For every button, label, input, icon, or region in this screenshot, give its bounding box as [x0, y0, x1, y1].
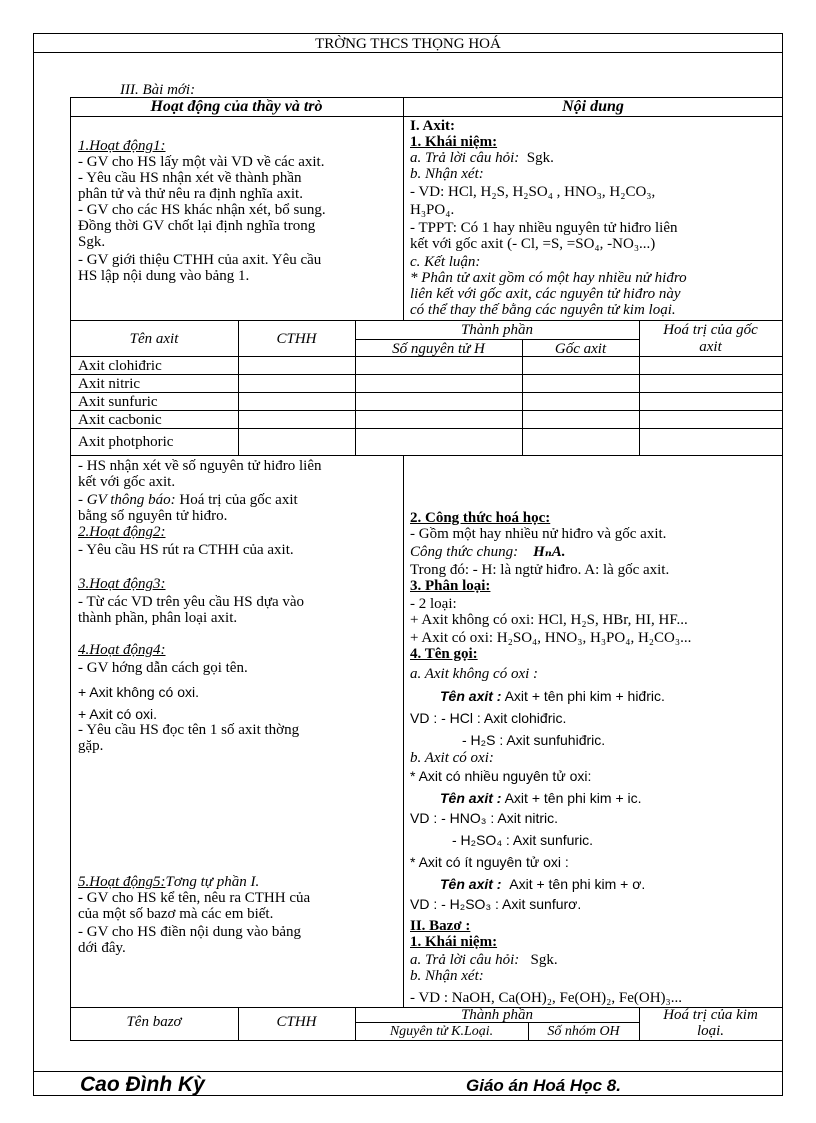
- naming-heading: 4. Tên gọi:: [410, 646, 478, 662]
- table1-row-rule: [70, 392, 783, 393]
- table-right-rule: [782, 97, 783, 1040]
- naming-rule-label: Tên axit :: [440, 688, 502, 704]
- left2-line-2: kết với gốc axit.: [78, 474, 176, 490]
- naming-rule-text: Axit + tên phi kim + ic.: [504, 790, 642, 806]
- conclusion-line-3: có thể thay thế bằng các nguyên tử kim loại.: [410, 302, 676, 318]
- col-right-title: Nội dung: [562, 98, 624, 115]
- activity-5-line-4: dới đây.: [78, 940, 126, 956]
- col-divider-bottom: [403, 455, 404, 1008]
- naming-example-2: - H₂S : Axit sunfuhiđric.: [462, 732, 606, 748]
- table1-row-rule: [70, 374, 783, 375]
- naming-rule-label: Tên axit :: [440, 876, 502, 892]
- table2-header-composition: Thành phần: [460, 1007, 534, 1023]
- activity-5-title: 5.Hoạt động5:: [78, 874, 166, 890]
- table1-row-rule: [70, 410, 783, 411]
- table1-sub-rule: [355, 339, 639, 340]
- left1-line-2: phân tử và thử nêu ra định nghĩa axit.: [78, 186, 303, 202]
- remark-label: b. Nhận xét:: [410, 166, 484, 182]
- base-concept-heading: 1. Khái niệm:: [410, 934, 498, 950]
- formula-heading: 2. Công thức hoá học:: [410, 510, 551, 526]
- activity-3-title: 3.Hoạt động3:: [78, 576, 166, 592]
- activity-4-line-3: + Axit có oxi.: [78, 706, 157, 722]
- table1-row-rule: [70, 428, 783, 429]
- table1-bottom-rule: [70, 455, 783, 456]
- conclusion-line-2: liên kết với gốc axit, các nguyên tử hiđro này: [410, 286, 681, 302]
- conclusion-line-1: * Phân tử axit gồm có một hay nhiều nử hiđro: [410, 270, 687, 286]
- acid-row-name: Axit nitric: [78, 376, 141, 392]
- title-row-rule: [70, 116, 783, 117]
- example-line-2: H₃PO₄.: [410, 202, 455, 218]
- acid-row-name: Axit cacbonic: [78, 412, 162, 428]
- table2-header-valence-1: Hoá trị của kim: [663, 1007, 758, 1023]
- naming-oxygen-few: * Axit có ít nguyên tử oxi :: [410, 854, 569, 870]
- school-header: TRỜNG THCS THỌNG HOÁ: [315, 36, 501, 52]
- naming-rule-text: Axit + tên phi kim + hiđric.: [504, 688, 665, 704]
- acid-row-name: Axit sunfuric: [78, 394, 158, 410]
- formula-line-3: Trong đó: - H: là ngtử hiđro. A: là gốc axit.: [410, 562, 670, 578]
- activity-4-line-1: - GV hớng dẫn cách gọi tên.: [78, 660, 248, 676]
- conclusion-label: c. Kết luận:: [410, 254, 481, 270]
- acid-row-name: Axit clohiđric: [78, 358, 162, 374]
- left2-line-4: bằng số nguyên tử hiđro.: [78, 508, 228, 524]
- left1-line-7: HS lập nội dung vào bảng 1.: [78, 268, 250, 284]
- table1-header-composition: Thành phần: [460, 322, 534, 338]
- classification-line-2: + Axit không có oxi: HCl, H₂S, HBr, HI, HF...: [410, 612, 688, 628]
- table2-header-formula: CTHH: [276, 1014, 317, 1030]
- base-example: - VD : NaOH, Ca(OH)₂, Fe(OH)₂, Fe(OH)₃...: [410, 990, 683, 1006]
- activity-4-line-5: gặp.: [78, 738, 104, 754]
- left1-line-3: - GV cho các HS khác nhận xét, bổ sung.: [78, 202, 326, 218]
- left1-line-0: - GV cho HS lấy một vài VD về các axit.: [78, 154, 325, 170]
- answer-label: a. Trả lời câu hỏi:: [410, 150, 520, 166]
- table1-header-formula: CTHH: [276, 331, 317, 347]
- activity-5-line-2: của một số bazơ mà các em biết.: [78, 906, 274, 922]
- naming-oxygen-many: * Axit có nhiều nguyên tử oxi:: [410, 768, 592, 784]
- header-rule: [33, 52, 783, 53]
- example-line: - VD: HCl, H₂S, H₂SO₄ , HNO₃, H₂CO₃,: [410, 184, 656, 200]
- base-answer-value: Sgk.: [530, 952, 558, 968]
- activity-2-title: 2.Hoạt động2:: [78, 524, 166, 540]
- activity-1-title: 1.Hoạt động1:: [78, 138, 166, 154]
- table2-header-valence-2: loại.: [696, 1023, 725, 1039]
- naming-example-1: VD : - HCl : Axit clohiđric.: [410, 710, 567, 726]
- left1-line-6: - GV giới thiệu CTHH của axit. Yêu cầu: [78, 252, 322, 268]
- section-title: III. Bài mới:: [120, 82, 196, 98]
- table1-header-h-count: Số nguyên tử H: [392, 341, 485, 357]
- base-answer-label: a. Trả lời câu hỏi:: [410, 952, 520, 968]
- formula-line-1: - Gồm một hay nhiều nử hiđro và gốc axit.: [410, 526, 667, 542]
- left1-line-5: Sgk.: [78, 234, 106, 250]
- col-divider-top: [403, 97, 404, 320]
- footer-rule: [33, 1071, 783, 1072]
- footer-title: Giáo án Hoá Học 8.: [466, 1076, 621, 1095]
- naming-example-5: VD : - H₂SO₃ : Axit sunfurơ.: [410, 896, 582, 912]
- left1-line-4: Đồng thời GV chốt lại định nghĩa trong: [78, 218, 316, 234]
- classification-line-1: - 2 loại:: [410, 596, 457, 612]
- left1-line-1: - Yêu cầu HS nhận xét về thành phần: [78, 170, 302, 186]
- base-remark-label: b. Nhận xét:: [410, 968, 484, 984]
- answer-value: Sgk.: [526, 150, 554, 166]
- table1-top-rule: [70, 320, 783, 321]
- table2-header-name: Tên bazơ: [126, 1014, 182, 1030]
- naming-example-3: VD : - HNO₃ : Axit nitric.: [410, 810, 559, 826]
- tppt-line-2: kết với gốc axit (- Cl, =S, =SO₄, -NO₃...): [410, 236, 656, 252]
- table2-bottom-rule: [70, 1040, 783, 1041]
- activity-5-line-3: - GV cho HS điền nội dung vào bảng: [78, 924, 302, 940]
- teacher-notice-text: Hoá trị của gốc axit: [179, 492, 298, 508]
- activity-4-line-4: - Yêu cầu HS đọc tên 1 số axit thờng: [78, 722, 300, 738]
- table-left-rule: [70, 97, 71, 1040]
- classification-heading: 3. Phân loại:: [410, 578, 491, 594]
- naming-rule-text: Axit + tên phi kim + ơ.: [509, 876, 646, 892]
- general-formula-label: Công thức chung:: [410, 544, 519, 560]
- footer-author: Cao Đình Kỳ: [80, 1073, 205, 1096]
- col-left-title: Hoạt động của thầy và trò: [150, 98, 323, 115]
- base-heading: II. Bazơ :: [410, 918, 471, 934]
- activity-3-line-2: thành phần, phân loại axit.: [78, 610, 238, 626]
- general-formula: HₙA.: [533, 544, 566, 560]
- naming-no-oxygen-label: a. Axit không có oxi :: [410, 666, 539, 682]
- table1-header-valence-1: Hoá trị của gốc: [663, 322, 758, 338]
- activity-3-line-1: - Từ các VD trên yêu cầu HS dựa vào: [78, 594, 305, 610]
- activity-2-text: - Yêu cầu HS rút ra CTHH của axit.: [78, 542, 294, 558]
- axit-heading: I. Axit:: [410, 118, 455, 134]
- naming-oxygen-label: b. Axit có oxi:: [410, 750, 494, 766]
- left2-line-1: - HS nhận xét về số nguyên tử hiđro liên: [78, 458, 322, 474]
- activity-4-title: 4.Hoạt động4:: [78, 642, 166, 658]
- concept-heading: 1. Khái niệm:: [410, 134, 498, 150]
- tppt-line-1: - TPPT: Có 1 hay nhiều nguyên tử hiđro liên: [410, 220, 678, 236]
- activity-5-line-1: - GV cho HS kể tên, nêu ra CTHH của: [78, 890, 311, 906]
- table1-header-valence-2: axit: [699, 339, 722, 355]
- table2-header-metal: Nguyên tử K.Loại.: [389, 1024, 494, 1039]
- teacher-notice-label: - GV thông báo:: [78, 492, 176, 508]
- table1-header-acid-root: Gốc axit: [554, 341, 607, 357]
- table2-header-oh: Số nhóm OH: [547, 1024, 620, 1039]
- acid-row-name: Axit photphoric: [78, 434, 174, 450]
- classification-line-3: + Axit có oxi: H₂SO₄, HNO₃, H₃PO₄, H₂CO₃...: [410, 630, 692, 646]
- naming-example-4: - H₂SO₄ : Axit sunfuric.: [452, 832, 594, 848]
- activity-4-line-2: + Axit không có oxi.: [78, 684, 200, 700]
- activity-5-subtitle: Tơng tự phần I.: [165, 874, 260, 890]
- table1-header-name: Tên axit: [129, 331, 179, 347]
- naming-rule-label: Tên axit :: [440, 790, 502, 806]
